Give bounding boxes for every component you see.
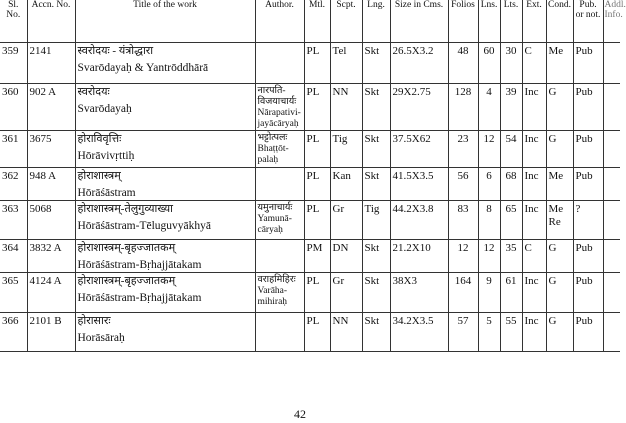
title-roman: Hōrāśāstram [77,187,136,199]
cell-pub: Pub [573,313,603,352]
header-lts: Lts. [500,0,522,43]
cell-pub: Pub [573,131,603,168]
page-number: 42 [294,407,306,421]
cell-scpt: NN [330,313,362,352]
cell-folios: 56 [448,168,478,201]
cond-value: G [548,133,557,145]
author-roman: Yamunā-cāryaḥ [257,214,292,235]
cell-lng: Skt [362,131,390,168]
cell-sl: 365 [0,273,27,313]
header-size: Size in Cms. [390,0,448,43]
header-scpt: Scpt. [330,0,362,43]
cell-size: 34.2X3.5 [390,313,448,352]
cell-author [255,84,304,131]
cell-scpt: NN [330,84,362,131]
header-author: Author. [255,0,304,43]
cell-lns: 8 [478,201,500,240]
title-devanagari: होराशास्त्रम्-बृहज्जातकम् [77,275,176,287]
cell-mtl: PL [304,131,330,168]
cell-sl: 364 [0,240,27,273]
cell-scpt: Tig [330,131,362,168]
cell-pub: Pub [573,168,603,201]
cell-mtl: PL [304,84,330,131]
cell-ext: Inc [522,131,546,168]
author-devanagari: यमुनाचार्यः [257,203,293,213]
cell-lts: 68 [500,168,522,201]
cell-size: 38X3 [390,273,448,313]
cell-mtl: PL [304,273,330,313]
cell-scpt: Gr [330,273,362,313]
cell-scpt: Tel [330,43,362,84]
cell-lns: 5 [478,313,500,352]
author-devanagari: वराहमिहिरः [257,275,296,285]
cell-addl [603,84,620,131]
cond-value: Me [548,203,564,215]
header-row [0,0,620,43]
title-devanagari: स्वरोदयः - यंत्रोद्धारा [77,45,154,57]
title-devanagari: स्वरोदयः [77,86,110,98]
cell-accn: 5068 [27,201,75,240]
cell-folios: 23 [448,131,478,168]
title-roman: Horāsāraḥ [77,332,125,344]
cell-lng: Skt [362,168,390,201]
cell-lts: 55 [500,313,522,352]
cell-accn: 2101 B [27,313,75,352]
cell-sl: 359 [0,43,27,84]
cell-mtl: PL [304,168,330,201]
title-roman: Hōrāśāstram-Tēluguvyākhyā [77,220,211,232]
header-pub: Pub. or not. [573,0,603,43]
header-title: Title of the work [75,0,255,43]
cell-ext: Inc [522,313,546,352]
cell-folios: 57 [448,313,478,352]
cond-value: Me [548,45,564,57]
cell-scpt: Kan [330,168,362,201]
author-devanagari: नारपति-विजयाचार्यः [257,86,297,107]
cell-title [75,131,255,168]
cell-pub: Pub [573,43,603,84]
table-row [0,131,620,168]
cell-scpt: DN [330,240,362,273]
cell-size: 21.2X10 [390,240,448,273]
cell-accn: 2141 [27,43,75,84]
table-row [0,84,620,131]
author-roman: Nārapativi-jayācāryaḥ [257,108,301,129]
cell-scpt: Gr [330,201,362,240]
cell-ext: Inc [522,273,546,313]
header-lns: Lns. [478,0,500,43]
cell-accn: 948 A [27,168,75,201]
cond-value: Me [548,170,564,182]
cell-title [75,201,255,240]
cond-value: G [548,86,557,98]
cell-author [255,313,304,352]
cell-author [255,131,304,168]
title-roman: Hōrāvivṛttiḥ [77,150,135,162]
title-devanagari: होराशास्त्रम्-तेलुगुव्याख्या [77,203,174,215]
cell-folios: 128 [448,84,478,131]
table-row [0,201,620,240]
table-row [0,168,620,201]
cell-lns: 9 [478,273,500,313]
cell-sl: 361 [0,131,27,168]
header-sl: Sl. No. [0,0,27,43]
table-row [0,240,620,273]
author-roman: Bhaṭṭōt-palaḥ [257,144,289,165]
cell-title [75,313,255,352]
cell-cond [546,201,573,240]
cell-pub: Pub [573,84,603,131]
cell-size: 26.5X3.2 [390,43,448,84]
cell-cond [546,84,573,131]
cell-cond [546,43,573,84]
cell-accn: 3675 [27,131,75,168]
table-row [0,313,620,352]
cell-lns: 12 [478,131,500,168]
title-roman: Svarōdayaḥ & Yantrōddhārā [77,62,209,74]
title-devanagari: होरासारः [77,315,111,327]
cell-folios: 164 [448,273,478,313]
title-roman: Hōrāśāstram-Bṛhajjātakam [77,259,202,271]
cell-cond [546,240,573,273]
cell-pub: Pub [573,240,603,273]
table-row [0,273,620,313]
cell-lts: 39 [500,84,522,131]
cell-author [255,201,304,240]
cell-mtl: PL [304,201,330,240]
cell-lns: 12 [478,240,500,273]
cell-folios: 12 [448,240,478,273]
cell-folios: 83 [448,201,478,240]
cell-mtl: PM [304,240,330,273]
cell-lns: 4 [478,84,500,131]
cond-value-2: Re [548,216,561,228]
cell-addl [603,131,620,168]
cell-cond [546,131,573,168]
cell-lng: Skt [362,84,390,131]
author-devanagari: भट्टोत्पलः [257,133,288,143]
cell-lng: Skt [362,240,390,273]
cell-size: 44.2X3.8 [390,201,448,240]
cell-author [255,43,304,84]
cell-lns: 6 [478,168,500,201]
cell-sl: 366 [0,313,27,352]
cell-lts: 65 [500,201,522,240]
cell-addl [603,43,620,84]
cell-pub: ? [573,201,603,240]
cell-size: 37.5X62 [390,131,448,168]
cell-lng: Skt [362,43,390,84]
cell-title [75,240,255,273]
cell-mtl: PL [304,43,330,84]
cell-cond [546,313,573,352]
cell-lns: 60 [478,43,500,84]
cell-addl [603,273,620,313]
author-roman: Varāha-mihiraḥ [257,286,288,307]
header-lng: Lng. [362,0,390,43]
cell-lts: 61 [500,273,522,313]
cell-cond [546,273,573,313]
cell-accn: 4124 A [27,273,75,313]
cell-size: 29X2.75 [390,84,448,131]
cell-sl: 362 [0,168,27,201]
cell-pub: Pub [573,273,603,313]
header-folios: Folios [448,0,478,43]
cond-value: G [548,315,557,327]
cell-ext: C [522,43,546,84]
cell-lts: 54 [500,131,522,168]
cell-mtl: PL [304,313,330,352]
cell-lng: Skt [362,273,390,313]
header-ext: Ext. [522,0,546,43]
cell-title [75,273,255,313]
cell-cond [546,168,573,201]
cell-size: 41.5X3.5 [390,168,448,201]
cell-accn: 902 A [27,84,75,131]
header-addl: Addl. Info. [603,0,620,43]
cell-addl [603,201,620,240]
header-accn: Accn. No. [27,0,75,43]
cond-value: G [548,242,557,254]
cell-ext: Inc [522,201,546,240]
cell-author [255,273,304,313]
title-devanagari: होराविवृत्तिः [77,133,122,145]
cell-accn: 3832 A [27,240,75,273]
cell-ext: C [522,240,546,273]
cell-lts: 30 [500,43,522,84]
cond-value: G [548,275,557,287]
header-cond: Cond. [546,0,573,43]
table-row [0,43,620,84]
cell-author [255,168,304,201]
title-roman: Svarōdayaḥ [77,103,132,115]
cell-sl: 363 [0,201,27,240]
cell-folios: 48 [448,43,478,84]
cell-ext: Inc [522,84,546,131]
title-devanagari: होराशास्त्रम् [77,170,121,182]
cell-title [75,84,255,131]
cell-addl [603,313,620,352]
cell-author [255,240,304,273]
cell-addl [603,168,620,201]
header-mtl: Mtl. [304,0,330,43]
cell-lts: 35 [500,240,522,273]
cell-title [75,168,255,201]
cell-ext: Inc [522,168,546,201]
cell-sl: 360 [0,84,27,131]
cell-lng: Tig [362,201,390,240]
cell-addl [603,240,620,273]
title-devanagari: होराशास्त्रम्-बृहज्जातकम् [77,242,176,254]
cell-lng: Skt [362,313,390,352]
title-roman: Hōrāśāstram-Bṛhajjātakam [77,292,202,304]
cell-title [75,43,255,84]
